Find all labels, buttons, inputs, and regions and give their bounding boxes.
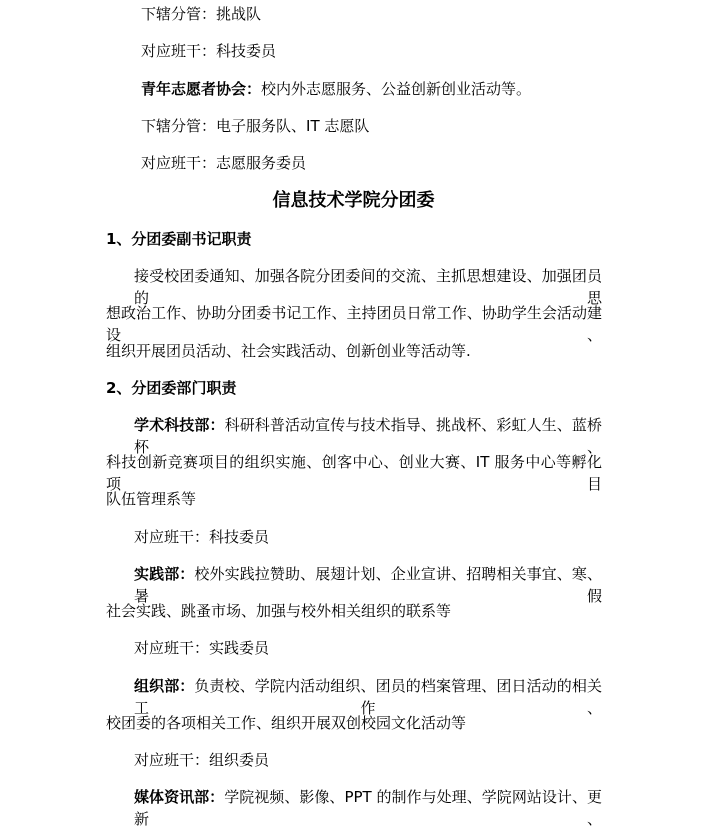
dept-academic-name: 学术科技部： bbox=[134, 416, 225, 434]
dept-media-desc-1: 学院视频、影像、PPT 的制作与处理、学院网站设计、更新、 bbox=[134, 788, 602, 828]
dept-media-line-1 bbox=[134, 786, 602, 830]
section1-para-line-2: 想政治工作、协助分团委书记工作、主持团员日常工作、协助学生会活动建设、 bbox=[106, 304, 602, 344]
dept-organization-name: 组织部： bbox=[134, 677, 195, 695]
cadre-label: 对应班干： bbox=[141, 154, 217, 172]
subordinate-line-2 bbox=[141, 115, 369, 137]
section1-para-line-3: 组织开展团员活动、社会实践活动、创新创业等活动等. bbox=[106, 342, 471, 360]
section-title: 信息技术学院分团委 bbox=[272, 190, 435, 211]
dept-practice-name: 实践部： bbox=[134, 565, 195, 583]
section2-heading: 2、分团委部门职责 bbox=[106, 379, 237, 397]
subordinate-line-1 bbox=[141, 3, 261, 25]
association-heading: 青年志愿者协会： bbox=[141, 80, 262, 98]
subordinate-label: 下辖分管： bbox=[141, 117, 217, 135]
dept-practice-cadre: 对应班干：实践委员 bbox=[134, 639, 270, 657]
section1-para-line-1: 接受校团委通知、加强各院分团委间的交流、主抓思想建设、加强团员的思 bbox=[134, 267, 602, 307]
dept-academic-cadre: 对应班干：科技委员 bbox=[134, 528, 270, 546]
dept-academic-desc-1: 科研科普活动宣传与技术指导、挑战杯、彩虹人生、蓝桥杯、 bbox=[134, 416, 602, 456]
dept-organization-line-2: 校团委的各项相关工作、组织开展双创校园文化活动等 bbox=[106, 714, 467, 732]
cadre-value: 志愿服务委员 bbox=[216, 154, 307, 172]
section1-heading: 1、分团委副书记职责 bbox=[106, 230, 252, 248]
dept-practice-desc-1: 校外实践拉赞助、展翅计划、企业宣讲、招聘相关事宜、寒、暑假 bbox=[134, 565, 602, 605]
cadre-line-1 bbox=[141, 40, 276, 62]
dept-organization-cadre: 对应班干：组织委员 bbox=[134, 751, 270, 769]
subordinate-value: 挑战队 bbox=[216, 5, 262, 23]
dept-practice-line-2: 社会实践、跳蚤市场、加强与校外相关组织的联系等 bbox=[106, 602, 452, 620]
cadre-value: 科技委员 bbox=[216, 42, 277, 60]
dept-media-name: 媒体资讯部： bbox=[134, 788, 225, 806]
subordinate-value: 电子服务队、IT 志愿队 bbox=[216, 117, 370, 135]
subordinate-label: 下辖分管： bbox=[141, 5, 217, 23]
dept-academic-line-2: 科技创新竞赛项目的组织实施、创客中心、创业大赛、IT 服务中心等孵化项目 bbox=[106, 453, 602, 493]
association-desc: 校内外志愿服务、公益创新创业活动等。 bbox=[261, 80, 532, 98]
association-line bbox=[141, 78, 531, 100]
cadre-line-2 bbox=[141, 152, 306, 174]
dept-organization-desc-1: 负责校、学院内活动组织、团员的档案管理、团日活动的相关工作、 bbox=[134, 677, 602, 717]
dept-academic-line-3: 队伍管理系等 bbox=[106, 490, 197, 508]
cadre-label: 对应班干： bbox=[141, 42, 217, 60]
